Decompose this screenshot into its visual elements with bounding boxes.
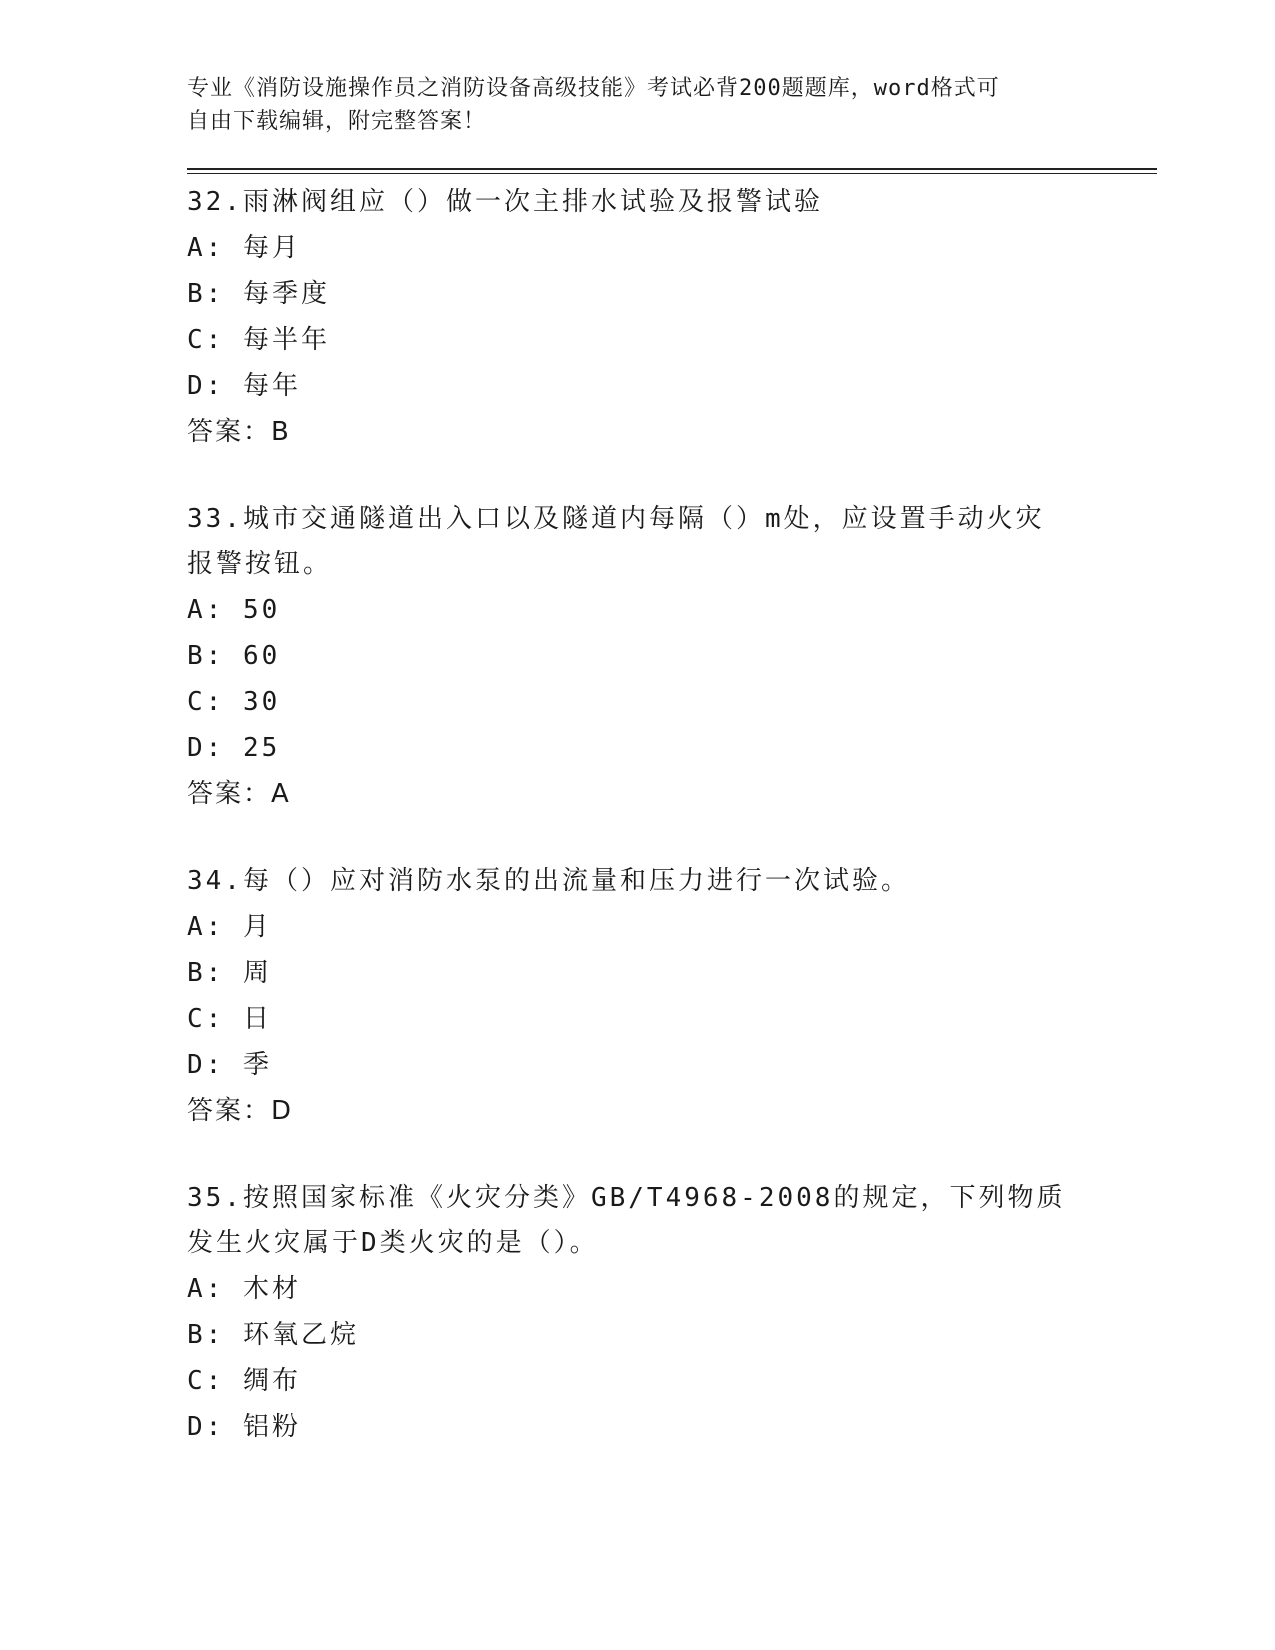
question-list: [187, 180, 1067, 1450]
option-c: C: 绸布: [187, 1366, 301, 1396]
header-line-2: 自由下载编辑，附完整答案！: [187, 109, 487, 134]
option-b: B: 环氧乙烷: [187, 1320, 359, 1350]
question-text: 32.雨淋阀组应（）做一次主排水试验及报警试验: [187, 187, 823, 217]
option-d: D: 季: [187, 1050, 272, 1080]
option-c: C: 每半年: [187, 325, 330, 355]
header-divider: [187, 168, 1157, 174]
option-c: C: 日: [187, 1004, 272, 1034]
question-32: [187, 180, 1067, 455]
question-text: 34.每（）应对消防水泵的出流量和压力进行一次试验。: [187, 866, 910, 896]
option-a: A: 50: [187, 595, 281, 625]
answer: 答案：A: [187, 779, 291, 809]
option-b: B: 周: [187, 958, 272, 988]
option-b: B: 60: [187, 641, 281, 671]
option-b: B: 每季度: [187, 279, 330, 309]
option-d: D: 25: [187, 733, 281, 763]
header-line-1: 专业《消防设施操作员之消防设备高级技能》考试必背200题题库，word格式可: [187, 76, 1000, 101]
question-text: 33.城市交通隧道出入口以及隧道内每隔（）m处，应设置手动火灾报警按钮。: [187, 504, 1045, 579]
question-35: [187, 1176, 1067, 1450]
option-a: A: 木材: [187, 1274, 301, 1304]
document-header: [187, 72, 1067, 138]
option-a: A: 每月: [187, 233, 301, 263]
question-text: 35.按照国家标准《火灾分类》GB/T4968-2008的规定，下列物质发生火灾属于D类火灾的是（）。: [187, 1183, 1066, 1258]
answer: 答案：D: [187, 1096, 294, 1126]
question-33: [187, 497, 1067, 817]
question-34: [187, 859, 1067, 1134]
document-page: [187, 72, 1067, 1492]
option-a: A: 月: [187, 912, 272, 942]
option-c: C: 30: [187, 687, 281, 717]
answer: 答案：B: [187, 417, 291, 447]
option-d: D: 每年: [187, 371, 301, 401]
option-d: D: 铝粉: [187, 1412, 301, 1442]
